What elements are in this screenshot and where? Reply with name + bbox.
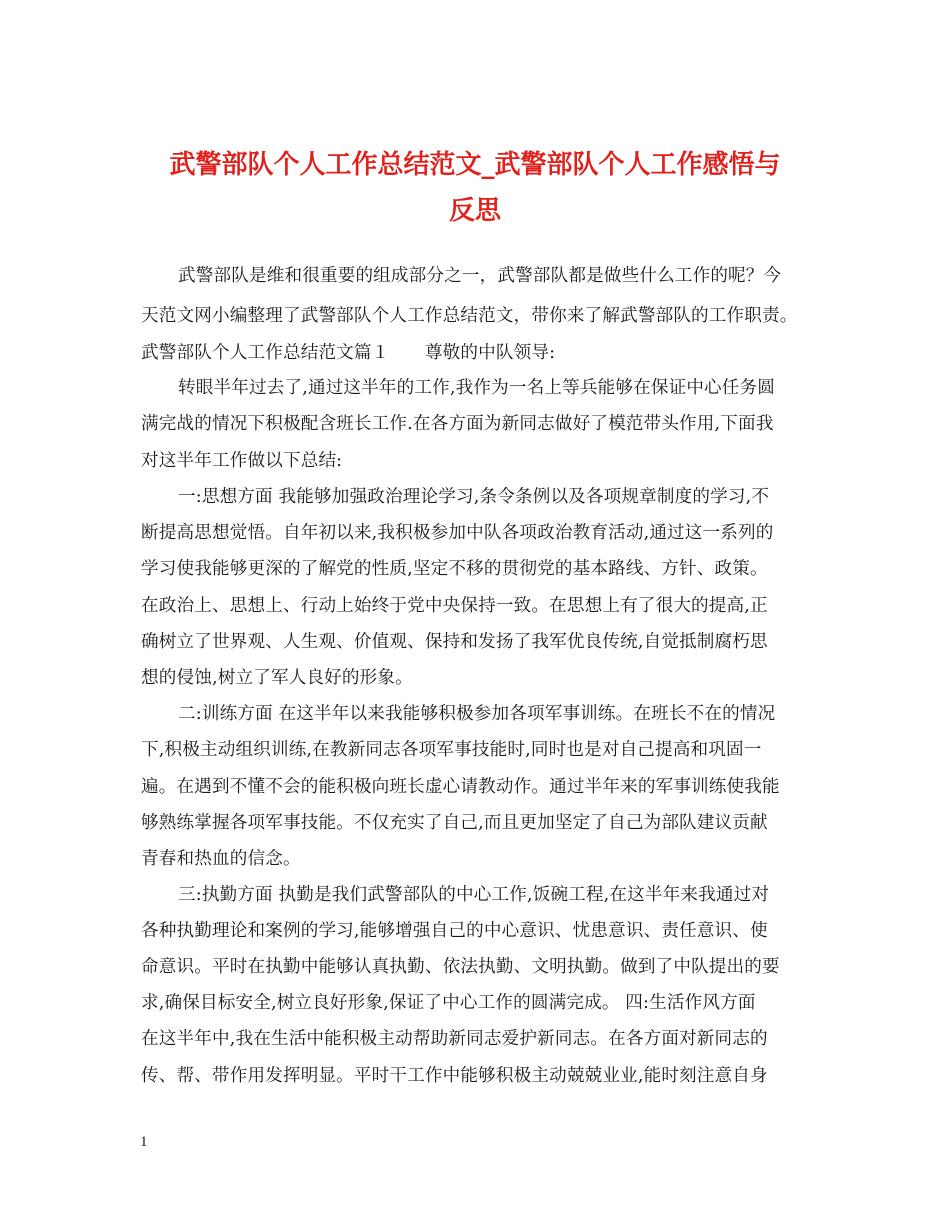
title-line-1: 武警部队个人工作总结范文_武警部队个人工作感悟与	[169, 150, 781, 180]
text-line: 满完战的情况下积极配含班长工作.在各方面为新同志做好了模范带头作用,下面我	[141, 414, 774, 434]
text-line: 下,积极主动组织训练,在教新同志各项军事技能时,同时也是对自己提高和巩固一	[141, 740, 762, 760]
text-line: 传、帮、带作用发挥明显。平时干工作中能够积极主动兢兢业业,能时刻注意自身	[141, 1066, 768, 1086]
text-line: 三:执勤方面 执勤是我们武警部队的中心工作,饭碗工程,在这半年来我通过对	[178, 885, 770, 905]
document-title	[120, 142, 830, 234]
text-line: 学习使我能够更深的了解党的性质,坚定不移的贯彻党的基本路线、方针、政策。	[141, 559, 768, 579]
text-line: 青春和热血的信念。	[141, 849, 301, 869]
text-line: 一:思想方面 我能够加强政治理论学习,条令条例以及各项规章制度的学习,不	[178, 487, 770, 507]
text-line: 二:训练方面 在这半年以来我能够积极参加各项军事训练。在班长不在的情况	[178, 704, 776, 724]
text-line: 想的侵蚀,树立了军人良好的形象。	[141, 668, 413, 688]
text-line: 转眼半年过去了,通过这半年的工作,我作为一名上等兵能够在保证中心任务圆	[178, 378, 776, 398]
text-line: 在这半年中,我在生活中能积极主动帮助新同志爱护新同志。在各方面对新同志的	[141, 1029, 768, 1049]
text-line: 命意识。平时在执勤中能够认真执勤、依法执勤、文明执勤。做到了中队提出的要	[141, 957, 780, 977]
title-line-2: 反思	[448, 196, 501, 226]
text-line: 对这半年工作做以下总结:	[141, 451, 343, 471]
text-line: 天范文网小编整理了武警部队个人工作总结范文，带你来了解武警部队的工作职责。	[141, 306, 798, 326]
text-line: 求,确保目标安全,树立良好形象,保证了中心工作的圆满完成。 四:生活作风方面	[141, 993, 756, 1013]
text-line: 遍。在遇到不懂不会的能积极向班长虚心请教动作。通过半年来的军事训练使我能	[141, 777, 780, 797]
text-line: 确树立了世界观、人生观、价值观、保持和发扬了我军优良传统,自觉抵制腐朽思	[141, 632, 768, 652]
text-line: 武警部队是维和很重要的组成部分之一，武警部队都是做些什么工作的呢？今	[178, 266, 782, 286]
text-line: 各种执勤理论和案例的学习,能够增强自己的中心意识、忧患意识、责任意识、使	[141, 921, 768, 941]
text-line: 断提高思想觉悟。自年初以来,我积极参加中队各项政治教育活动,通过这一系列的	[141, 523, 774, 543]
text-line: 武警部队个人工作总结范文篇１ 尊敬的中队领导:	[141, 343, 556, 363]
page-number: 1	[140, 1134, 148, 1150]
text-line: 够熟练掌握各项军事技能。不仅充实了自己,而且更加坚定了自己为部队建议贡献	[141, 813, 768, 833]
text-line: 在政治上、思想上、行动上始终于党中央保持一致。在思想上有了很大的提高,正	[141, 596, 768, 616]
